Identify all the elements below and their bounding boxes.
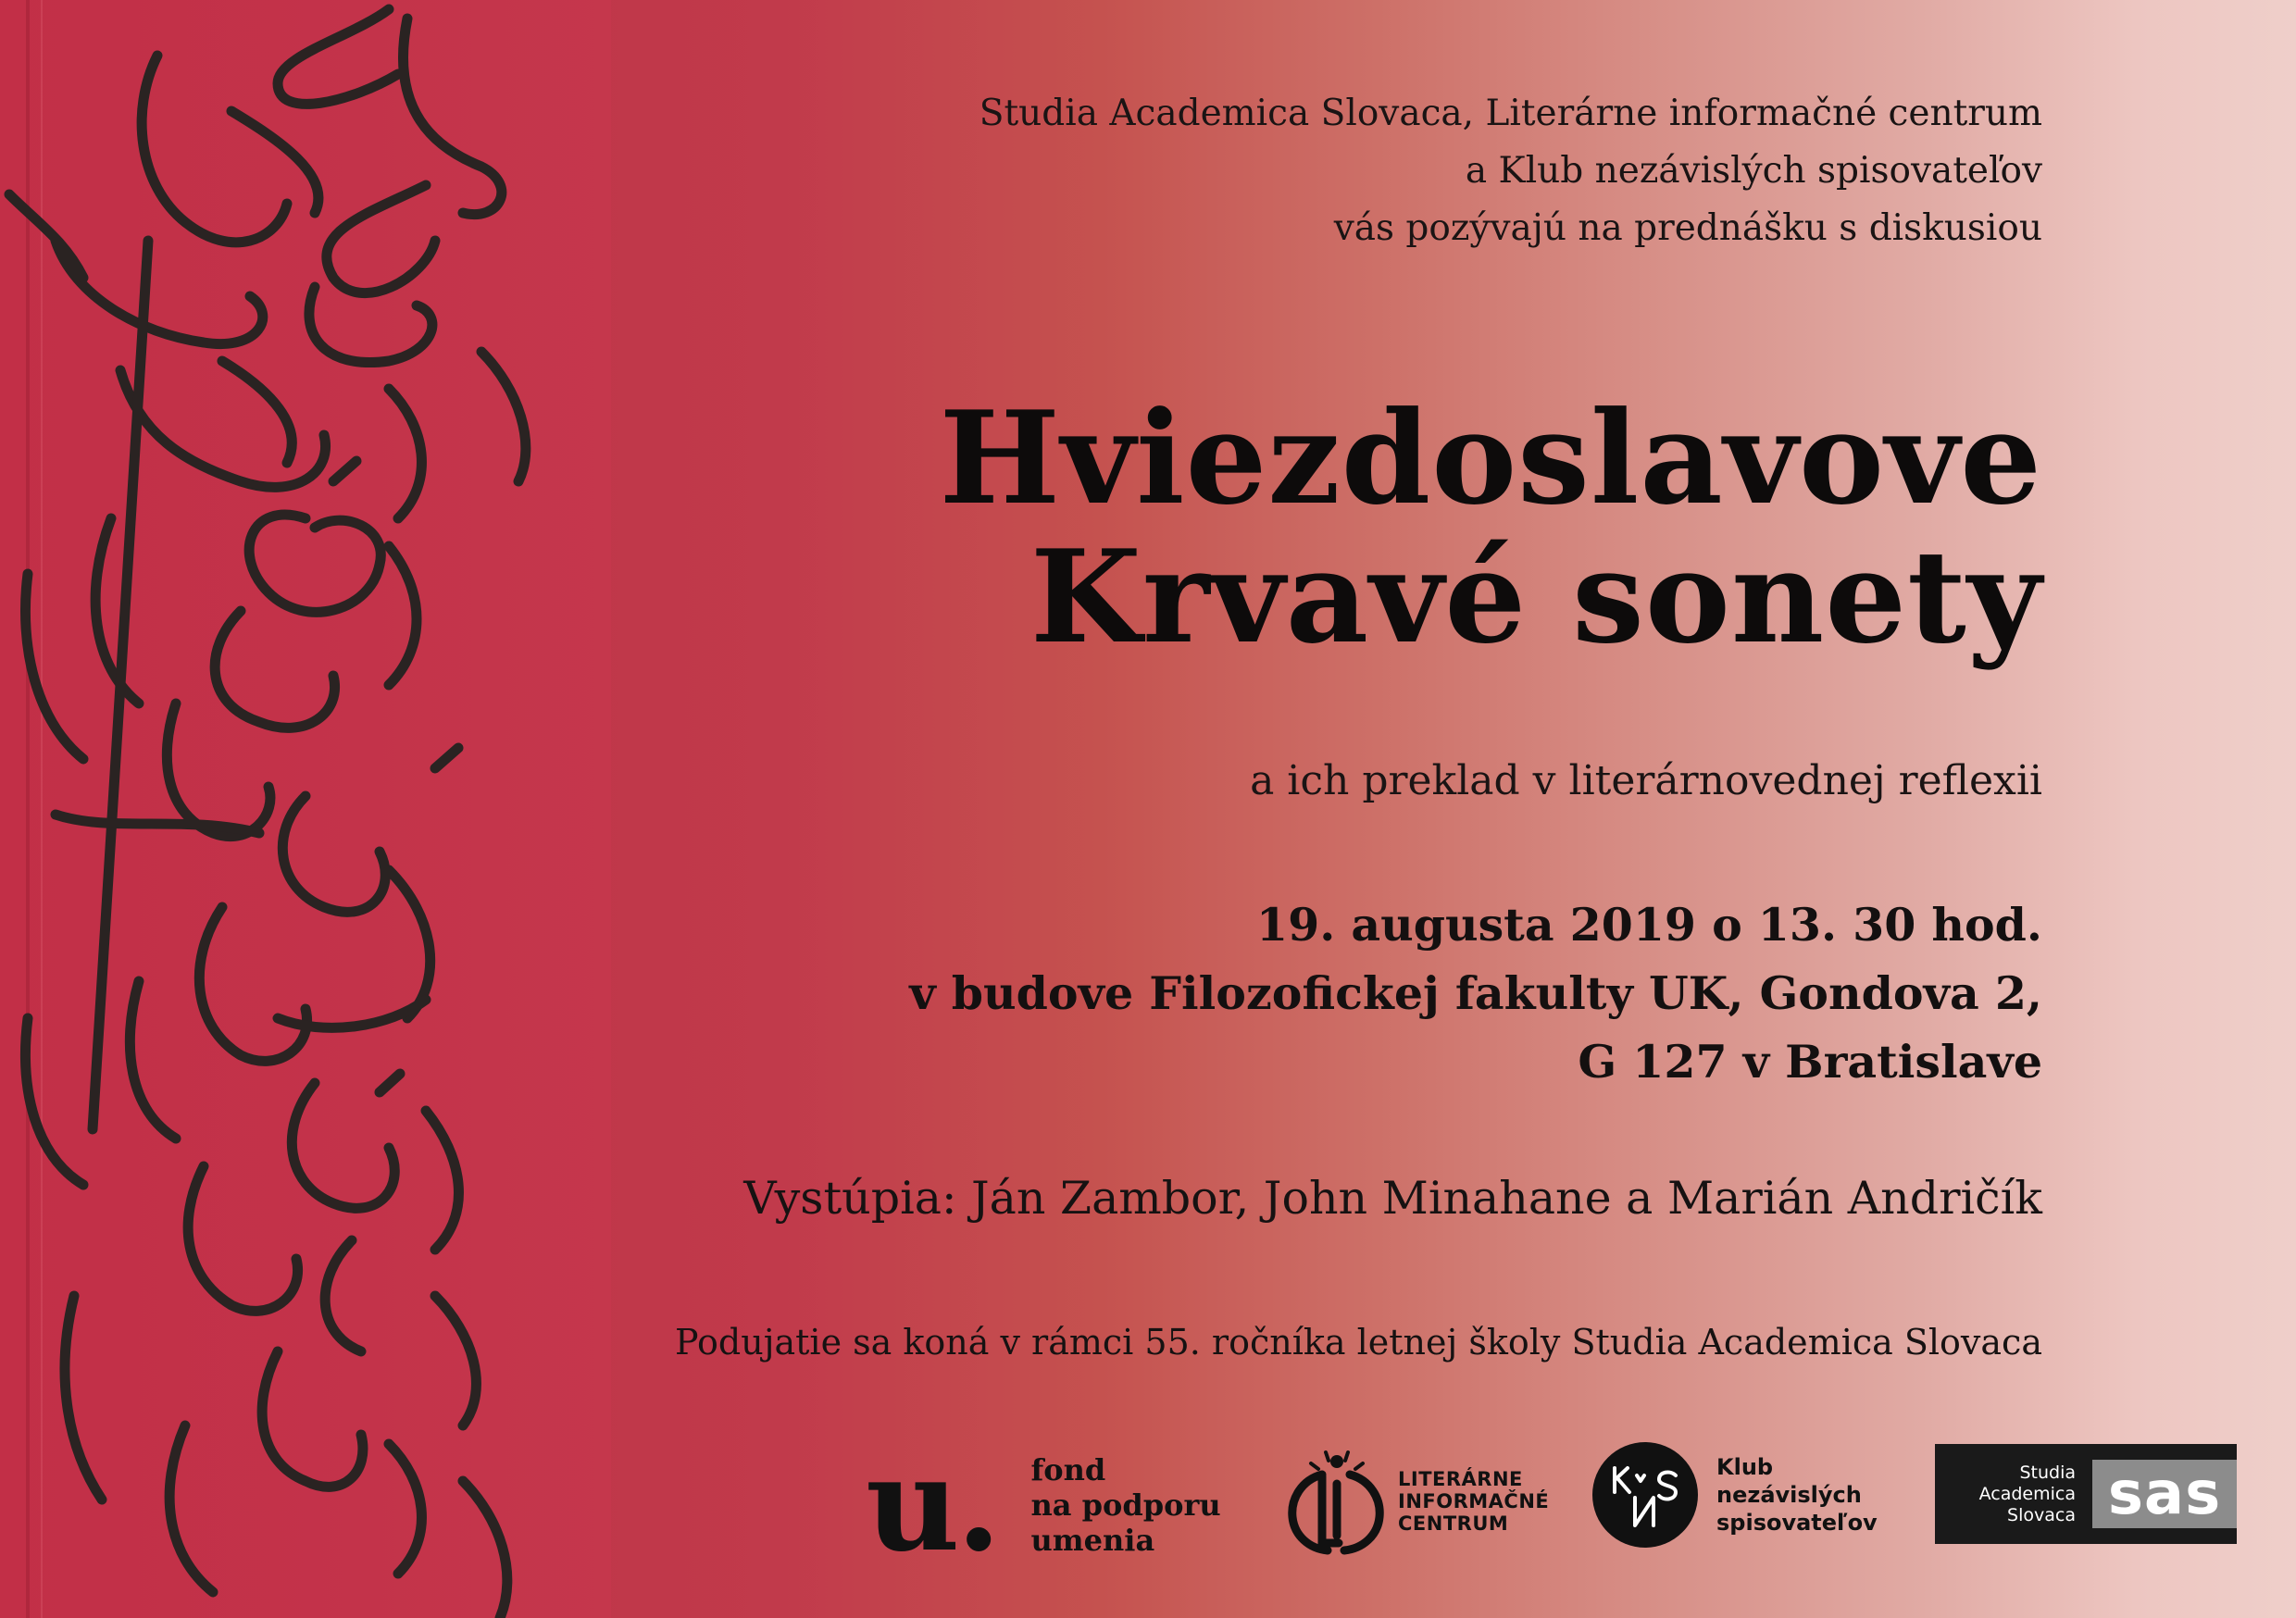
event-title (939, 382, 2042, 672)
sas-logo-line: Studia (2019, 1462, 2076, 1483)
event-details (909, 890, 2042, 1096)
lic-logo-line: LITERÁRNE (1398, 1468, 1523, 1490)
organizers-block (980, 85, 2042, 257)
footer-note: Podujatie sa koná v rámci 55. ročníka letnej školy Studia Academica Slovaca (675, 1322, 2042, 1363)
organizers-line: Studia Academica Slovaca, Literárne informačné centrum (979, 93, 2042, 134)
lic-logo-line: CENTRUM (1398, 1512, 1509, 1535)
logo-studia-academica-slovaca (1935, 1444, 2237, 1544)
kns-logo-line: Klub (1716, 1454, 1774, 1480)
sas-logo-line: Academica (1978, 1483, 2076, 1504)
kns-logo-line: spisovateľov (1716, 1510, 1878, 1536)
title-line: Hviezdoslavove (939, 382, 2042, 533)
fpu-logo-line: fond (1030, 1452, 1106, 1487)
sas-logo-mark: sas (2092, 1460, 2237, 1528)
logo-klub-nezavislych-spisovatelov (1591, 1440, 1878, 1550)
logo-fond-na-podporu-umenia (866, 1429, 1221, 1581)
title-line: Krvavé sonety (1029, 521, 2042, 672)
invitation-line: vás pozývajú na prednášku s diskusiou (1333, 207, 2042, 249)
lic-logo-line: INFORMAČNÉ (1398, 1490, 1550, 1512)
kns-logo-text (1716, 1453, 1878, 1537)
fpu-logo-line: umenia (1030, 1523, 1155, 1558)
organizers-line: a Klub nezávislých spisovateľov (1465, 150, 2042, 192)
kns-logo-line: nezávislých (1716, 1482, 1862, 1508)
kns-logo-mark (1591, 1440, 1700, 1550)
fpu-logo-mark: u. (866, 1429, 998, 1581)
logo-literarne-informacne-centrum (1285, 1447, 1549, 1556)
lic-logo-mark (1285, 1447, 1387, 1556)
sas-logo-text (1935, 1444, 2092, 1544)
sas-logo-line: Slovaca (2007, 1504, 2076, 1525)
event-date: 19. augusta 2019 o 13. 30 hod. (1256, 898, 2042, 952)
book-cover-image (0, 0, 611, 1618)
event-place: v budove Filozofickej fakulty UK, Gondova 2, (909, 966, 2042, 1020)
event-room: G 127 v Bratislave (1578, 1035, 2042, 1089)
event-subtitle: a ich preklad v literárnovednej reflexii (1250, 757, 2042, 804)
fpu-logo-text (1031, 1452, 1221, 1558)
lic-logo-text (1398, 1468, 1549, 1535)
fpu-logo-line: na podporu (1030, 1487, 1221, 1523)
speakers-line: Vystúpia: Ján Zambor, John Minahane a Marián Andričík (743, 1172, 2042, 1225)
handwritten-signature (0, 0, 611, 1618)
